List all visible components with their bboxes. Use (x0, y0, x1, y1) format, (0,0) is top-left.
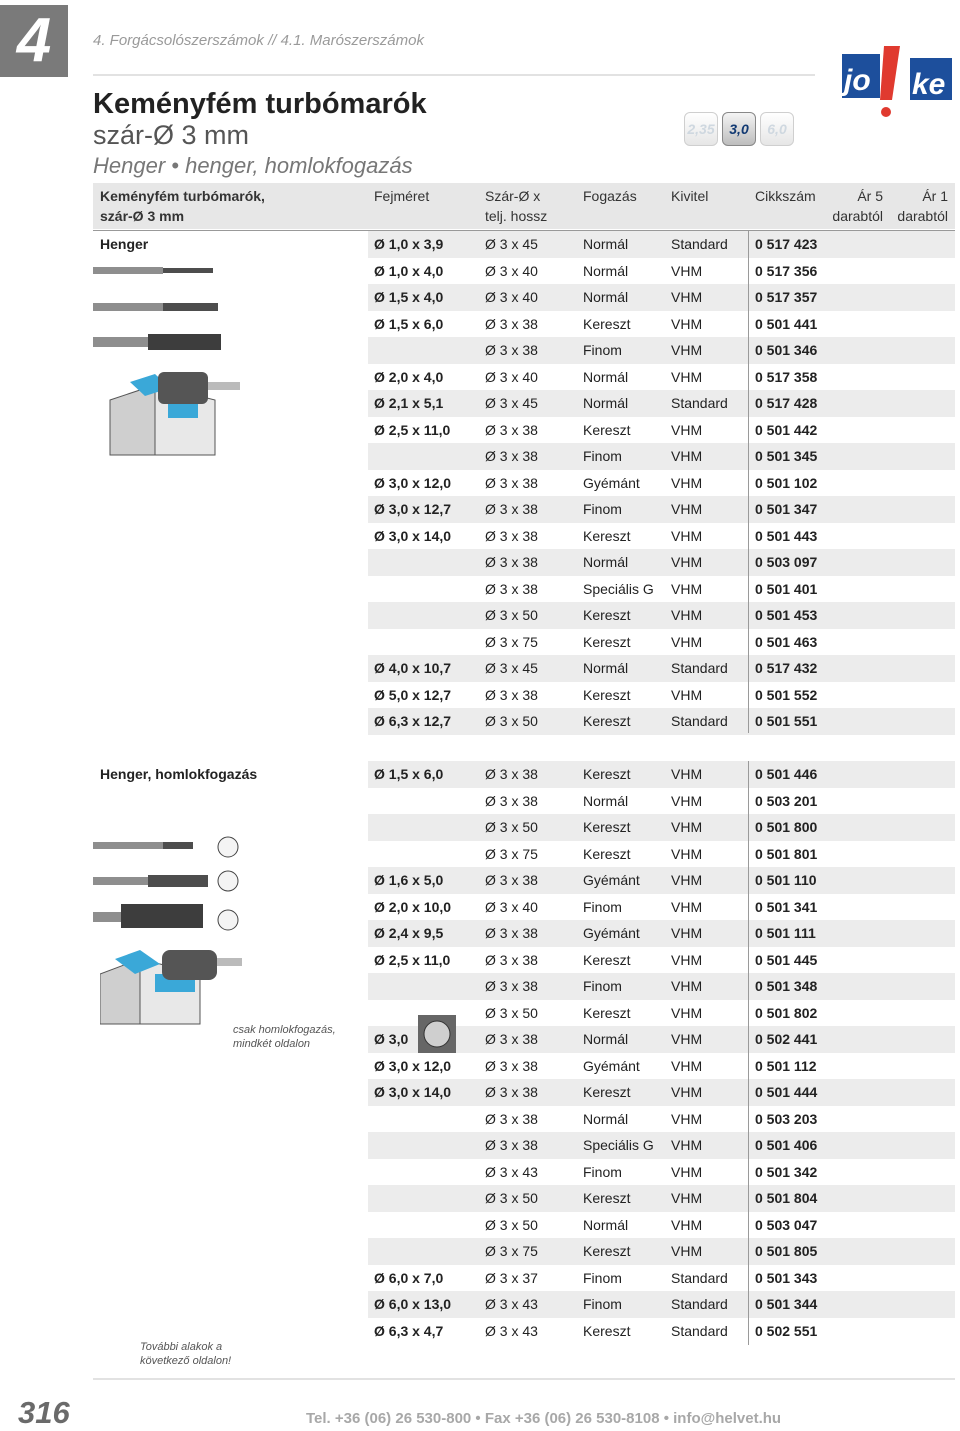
cell-type: VHM (671, 1216, 703, 1233)
cell-code: 0 501 442 (755, 421, 818, 438)
cell-shank: Ø 3 x 45 (485, 395, 538, 411)
cell-type: VHM (671, 633, 703, 650)
cell-shank: Ø 3 x 38 (485, 527, 538, 544)
cell-type: Standard (671, 713, 728, 729)
cell-cut: Gyémánt (583, 925, 640, 941)
note-line: További alakok a (140, 1341, 223, 1353)
cell-type: VHM (671, 368, 703, 385)
cell-cut: Kereszt (583, 1084, 631, 1100)
cell-type: VHM (671, 686, 703, 703)
table-row (93, 788, 955, 815)
cell-type: VHM (671, 898, 703, 915)
cell-code: 0 503 203 (755, 1110, 818, 1127)
table-row (93, 629, 955, 656)
cell-shank: Ø 3 x 38 (485, 421, 538, 438)
cell-code: 0 501 343 (755, 1269, 818, 1286)
cell-head-size: Ø 3,0 x 12,0 (374, 1057, 452, 1074)
cell-code: 0 502 551 (755, 1322, 818, 1339)
cell-head-size: Ø 2,1 x 5,1 (374, 395, 444, 411)
top-divider (93, 74, 815, 76)
header-price5-line1: Ár 5 (857, 188, 883, 204)
cell-shank: Ø 3 x 38 (485, 872, 538, 888)
cell-cut: Normál (583, 236, 629, 252)
cell-type: Standard (671, 1296, 728, 1312)
workpiece-illustration-henger (100, 360, 242, 460)
cell-shank: Ø 3 x 50 (485, 1004, 538, 1021)
ball-burr-thumbnail (418, 1015, 456, 1053)
header-product-line1: Keményfém turbómarók, (100, 188, 265, 204)
cell-code: 0 501 800 (755, 819, 818, 835)
cell-shank: Ø 3 x 43 (485, 1322, 538, 1339)
cell-code: 0 501 441 (755, 315, 818, 332)
cell-code: 0 503 201 (755, 792, 818, 809)
cell-code: 0 501 341 (755, 898, 818, 915)
cell-cut: Normál (583, 1031, 629, 1047)
table-header (93, 183, 955, 229)
cell-type: Standard (671, 236, 728, 252)
table-row (93, 1185, 955, 1212)
cell-head-size: Ø 3,0 x 14,0 (374, 1084, 452, 1100)
table-row (93, 761, 955, 788)
cell-type: VHM (671, 315, 703, 332)
header-head-size: Fejméret (374, 188, 430, 204)
breadcrumb: 4. Forgácsolószerszámok // 4.1. Marószerszámok (93, 32, 424, 49)
cell-cut: Finom (583, 1269, 622, 1286)
cell-type: VHM (671, 527, 703, 544)
note-more-shapes (140, 1340, 231, 1368)
cell-code: 0 501 112 (755, 1057, 817, 1074)
cell-type: VHM (671, 1163, 703, 1180)
cell-shank: Ø 3 x 75 (485, 633, 538, 650)
cell-shank: Ø 3 x 38 (485, 1057, 538, 1074)
cell-cut: Normál (583, 368, 629, 385)
cell-code: 0 501 443 (755, 527, 818, 544)
note-line: mindkét oldalon (233, 1038, 311, 1050)
burr-images-henger (93, 263, 233, 363)
cell-cut: Kereszt (583, 1322, 631, 1339)
cell-head-size: Ø 1,5 x 6,0 (374, 766, 444, 782)
cell-type: Standard (671, 1269, 728, 1286)
cell-shank: Ø 3 x 38 (485, 474, 538, 491)
table-row (93, 1026, 955, 1053)
chapter-number-box: 4 (0, 5, 68, 77)
header-product-line2: szár-Ø 3 mm (100, 208, 185, 224)
cell-head-size: Ø 3,0 x 12,7 (374, 501, 452, 517)
cell-type: VHM (671, 1243, 703, 1259)
cell-code: 0 501 446 (755, 766, 818, 782)
cell-cut: Kereszt (583, 1243, 631, 1259)
cell-shank: Ø 3 x 50 (485, 713, 538, 729)
cell-shank: Ø 3 x 38 (485, 792, 538, 809)
cell-type: Standard (671, 395, 728, 411)
cell-code: 0 517 423 (755, 236, 818, 252)
table-row (93, 708, 955, 735)
svg-text:ke: ke (912, 68, 946, 101)
cell-shank: Ø 3 x 75 (485, 1243, 538, 1259)
cell-head-size: Ø 6,0 x 7,0 (374, 1269, 444, 1286)
cell-type: VHM (671, 872, 703, 888)
svg-text:jo: jo (844, 64, 871, 97)
cell-shank: Ø 3 x 50 (485, 1216, 538, 1233)
table-row (93, 1238, 955, 1265)
page-subtitle: szár-Ø 3 mm (93, 120, 250, 150)
cell-head-size: Ø 6,0 x 13,0 (374, 1296, 452, 1312)
cell-type: Standard (671, 1322, 728, 1339)
cell-type: VHM (671, 951, 703, 968)
cell-code: 0 502 441 (755, 1031, 818, 1047)
cell-type: VHM (671, 474, 703, 491)
table-row (93, 496, 955, 523)
cell-type: VHM (671, 819, 703, 835)
cell-code: 0 501 111 (755, 925, 816, 941)
cell-type: VHM (671, 766, 703, 782)
cell-cut: Kereszt (583, 527, 631, 544)
cell-head-size: Ø 1,0 x 3,9 (374, 236, 444, 252)
cell-cut: Normál (583, 554, 629, 570)
cell-head-size: Ø 6,3 x 12,7 (374, 713, 452, 729)
cell-type: VHM (671, 978, 703, 994)
cell-type: VHM (671, 845, 703, 862)
cell-type: VHM (671, 1057, 703, 1074)
cell-code: 0 503 047 (755, 1216, 818, 1233)
cell-shank: Ø 3 x 38 (485, 580, 538, 597)
cell-cut: Finom (583, 501, 622, 517)
table-row (93, 1291, 955, 1318)
cell-shank: Ø 3 x 38 (485, 925, 538, 941)
header-type: Kivitel (671, 188, 709, 204)
cell-shank: Ø 3 x 43 (485, 1163, 538, 1180)
cell-type: VHM (671, 501, 703, 517)
header-price1-line1: Ár 1 (922, 188, 948, 204)
cell-cut: Kereszt (583, 819, 631, 835)
cell-shank: Ø 3 x 40 (485, 368, 538, 385)
cell-code: 0 501 406 (755, 1137, 818, 1153)
cell-code: 0 501 347 (755, 501, 818, 517)
cell-head-size: Ø 2,4 x 9,5 (374, 925, 444, 941)
cell-cut: Finom (583, 1296, 622, 1312)
cell-code: 0 501 802 (755, 1004, 818, 1021)
cell-cut: Finom (583, 978, 622, 994)
page-title: Keményfém turbómarók (93, 88, 427, 120)
cell-head-size: Ø 6,3 x 4,7 (374, 1322, 444, 1339)
cell-code: 0 501 345 (755, 448, 818, 464)
table-row (93, 576, 955, 603)
cell-head-size: Ø 2,5 x 11,0 (374, 951, 451, 968)
cell-cut: Kereszt (583, 766, 631, 782)
cell-code: 0 501 804 (755, 1190, 818, 1206)
table-row (93, 1159, 955, 1186)
cell-type: VHM (671, 262, 703, 279)
table-row (93, 602, 955, 629)
header-price1-line2: darabtól (897, 208, 948, 224)
cell-code: 0 517 356 (755, 262, 818, 279)
cell-type: Standard (671, 660, 728, 676)
cell-cut: Kereszt (583, 1004, 631, 1021)
table-row (93, 523, 955, 550)
price-column-divider (748, 231, 749, 733)
cell-shank: Ø 3 x 38 (485, 1110, 538, 1127)
cell-cut: Gyémánt (583, 474, 640, 491)
note-line: következő oldalon! (140, 1355, 232, 1367)
cell-shank: Ø 3 x 40 (485, 289, 538, 305)
cell-shank: Ø 3 x 38 (485, 951, 538, 968)
cell-type: VHM (671, 1084, 703, 1100)
cell-cut: Kereszt (583, 607, 631, 623)
page-subtitle-shapes: Henger • henger, homlokfogazás (93, 153, 413, 178)
cell-code: 0 517 432 (755, 660, 818, 676)
cell-cut: Finom (583, 898, 622, 915)
cell-code: 0 517 428 (755, 395, 818, 411)
cell-shank: Ø 3 x 38 (485, 554, 538, 570)
cell-type: VHM (671, 792, 703, 809)
cell-type: VHM (671, 925, 703, 941)
cell-cut: Kereszt (583, 951, 631, 968)
cell-head-size: Ø 5,0 x 12,7 (374, 686, 452, 703)
cell-code: 0 501 551 (755, 713, 818, 729)
shank-6-0-button[interactable]: 6,0 (760, 112, 794, 146)
cell-type: VHM (671, 448, 703, 464)
page-number: 316 (18, 1395, 70, 1430)
cell-head-size: Ø 4,0 x 10,7 (374, 660, 452, 676)
table-row (93, 655, 955, 682)
price-column-divider (748, 761, 749, 1345)
table-row (93, 1106, 955, 1133)
cell-type: VHM (671, 1031, 703, 1047)
cell-head-size: Ø 2,0 x 4,0 (374, 368, 444, 385)
cell-cut: Normál (583, 1216, 629, 1233)
table-row (93, 1265, 955, 1292)
note-line: csak homlokfogazás, (233, 1024, 336, 1036)
cell-code: 0 517 358 (755, 368, 818, 385)
cell-shank: Ø 3 x 38 (485, 315, 538, 332)
cell-code: 0 501 801 (755, 845, 818, 862)
cell-cut: Normál (583, 262, 629, 279)
cell-cut: Normál (583, 395, 629, 411)
cell-shank: Ø 3 x 38 (485, 1084, 538, 1100)
header-shank-line2: telj. hossz (485, 208, 548, 224)
cell-head-size: Ø 2,0 x 10,0 (374, 898, 452, 915)
cell-shank: Ø 3 x 38 (485, 1031, 538, 1047)
cell-shank: Ø 3 x 38 (485, 978, 538, 994)
cell-type: VHM (671, 421, 703, 438)
table-row (93, 470, 955, 497)
table-row (93, 231, 955, 258)
cell-shank: Ø 3 x 43 (485, 1296, 538, 1312)
cell-cut: Normál (583, 792, 629, 809)
cell-head-size: Ø 3,0 x 12,0 (374, 474, 452, 491)
header-price5-line2: darabtól (832, 208, 883, 224)
cell-shank: Ø 3 x 38 (485, 686, 538, 703)
cell-type: VHM (671, 580, 703, 597)
cell-type: VHM (671, 1004, 703, 1021)
cell-head-size: Ø 1,5 x 4,0 (374, 289, 444, 305)
cell-type: VHM (671, 1137, 703, 1153)
cell-type: VHM (671, 342, 703, 358)
shank-2-35-button[interactable]: 2,35 (684, 112, 718, 146)
cell-type: VHM (671, 1190, 703, 1206)
cell-shank: Ø 3 x 50 (485, 607, 538, 623)
cell-cut: Normál (583, 660, 629, 676)
cell-cut: Kereszt (583, 845, 631, 862)
table-row (93, 1132, 955, 1159)
cell-cut: Normál (583, 289, 629, 305)
cell-cut: Kereszt (583, 315, 631, 332)
contact-info: Tel. +36 (06) 26 530-800 • Fax +36 (06) 26 530-8108 • info@helvet.hu (306, 1410, 782, 1427)
cell-cut: Normál (583, 1110, 629, 1127)
cell-code: 0 503 097 (755, 554, 818, 570)
cell-cut: Kereszt (583, 1190, 631, 1206)
section-label-henger-homlok: Henger, homlokfogazás (100, 766, 258, 782)
cell-code: 0 501 805 (755, 1243, 818, 1259)
cell-code: 0 501 348 (755, 978, 818, 994)
cell-code: 0 501 102 (755, 474, 818, 491)
cell-code: 0 501 110 (755, 872, 817, 888)
cell-shank: Ø 3 x 37 (485, 1269, 538, 1286)
cell-shank: Ø 3 x 38 (485, 501, 538, 517)
table-row (93, 1053, 955, 1080)
cell-cut: Gyémánt (583, 1057, 640, 1074)
cell-head-size: Ø 1,6 x 5,0 (374, 872, 444, 888)
cell-code: 0 501 401 (755, 580, 818, 597)
cell-shank: Ø 3 x 45 (485, 236, 538, 252)
burr-images-henger-homlok (93, 834, 243, 939)
cell-shank: Ø 3 x 50 (485, 819, 538, 835)
header-code: Cikkszám (755, 188, 816, 204)
cell-cut: Finom (583, 1163, 622, 1180)
workpiece-illustration-henger-homlok (100, 944, 242, 1029)
table-row (93, 549, 955, 576)
cell-shank: Ø 3 x 40 (485, 262, 538, 279)
cell-cut: Speciális G (583, 580, 654, 597)
brand-logo (840, 44, 955, 120)
cell-code: 0 501 346 (755, 342, 818, 358)
cell-type: VHM (671, 289, 703, 305)
cell-code: 0 501 463 (755, 633, 818, 650)
cell-cut: Kereszt (583, 713, 631, 729)
shank-3-0-button[interactable]: 3,0 (722, 112, 756, 146)
cell-head-size: Ø 1,5 x 6,0 (374, 315, 444, 332)
cell-cut: Finom (583, 448, 622, 464)
cell-shank: Ø 3 x 75 (485, 845, 538, 862)
cell-shank: Ø 3 x 40 (485, 898, 538, 915)
cell-shank: Ø 3 x 38 (485, 342, 538, 358)
cell-shank: Ø 3 x 38 (485, 1137, 538, 1153)
footer-divider (93, 1378, 955, 1380)
note-face-only (233, 1023, 336, 1051)
cell-head-size: Ø 1,0 x 4,0 (374, 262, 444, 279)
cell-cut: Kereszt (583, 633, 631, 650)
cell-shank: Ø 3 x 38 (485, 766, 538, 782)
cell-type: VHM (671, 607, 703, 623)
cell-type: VHM (671, 554, 703, 570)
cell-code: 0 517 357 (755, 289, 818, 305)
table-row (93, 682, 955, 709)
cell-code: 0 501 444 (755, 1084, 818, 1100)
cell-head-size: Ø 3,0 x 14,0 (374, 527, 452, 544)
cell-head-size: Ø 2,5 x 11,0 (374, 421, 451, 438)
cell-code: 0 501 344 (755, 1296, 818, 1312)
cell-shank: Ø 3 x 50 (485, 1190, 538, 1206)
cell-cut: Kereszt (583, 686, 631, 703)
table-row (93, 1079, 955, 1106)
cell-code: 0 501 342 (755, 1163, 818, 1180)
table-row (93, 1212, 955, 1239)
header-shank-line1: Szár-Ø x (485, 188, 541, 204)
cell-cut: Speciális G (583, 1137, 654, 1153)
cell-cut: Finom (583, 342, 622, 358)
cell-code: 0 501 445 (755, 951, 818, 968)
cell-type: VHM (671, 1110, 703, 1127)
cell-code: 0 501 453 (755, 607, 818, 623)
cell-cut: Kereszt (583, 421, 631, 438)
cell-code: 0 501 552 (755, 686, 818, 703)
cell-cut: Gyémánt (583, 872, 640, 888)
cell-shank: Ø 3 x 45 (485, 660, 538, 676)
cell-shank: Ø 3 x 38 (485, 448, 538, 464)
section-label-henger: Henger (100, 236, 149, 252)
cell-head-size: Ø 3,0 (374, 1031, 409, 1047)
header-cut: Fogazás (583, 188, 637, 204)
